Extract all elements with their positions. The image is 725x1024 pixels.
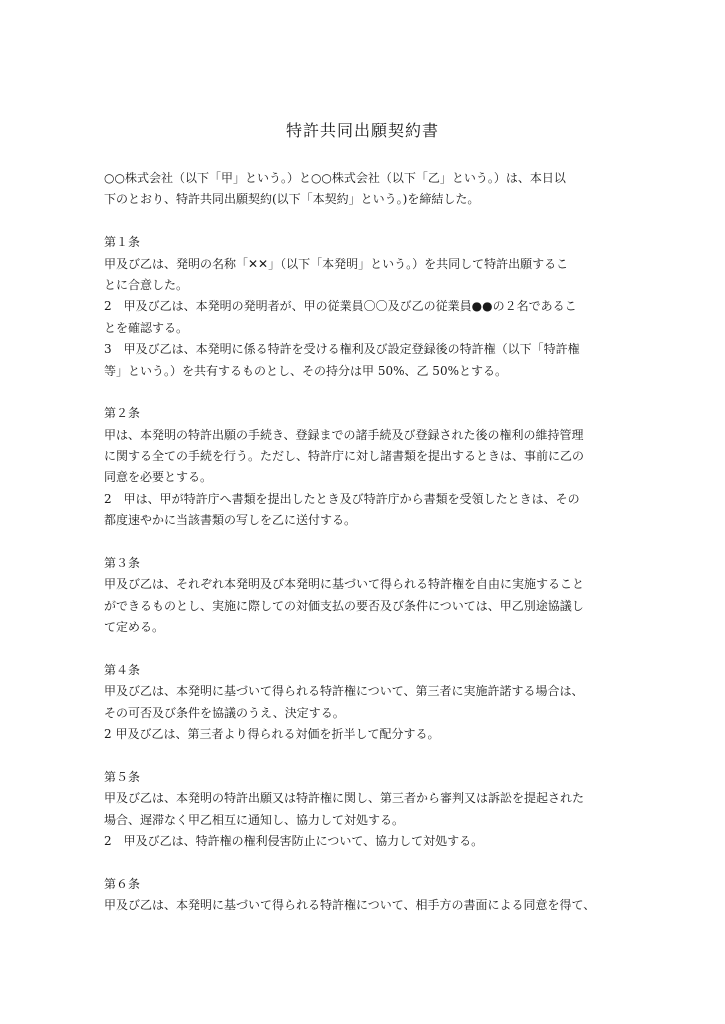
article-1-line: とに合意した。	[104, 277, 189, 292]
article-2-heading: 第２条	[104, 406, 141, 421]
article-5-line: 甲及び乙は、本発明の特許出願又は特許権に関し、第三者から審判又は訴訟を提起された	[104, 791, 585, 806]
article-2-line: 同意を必要とする。	[104, 470, 213, 485]
paragraph-gap	[104, 382, 634, 403]
article-4-heading: 第４条	[104, 662, 141, 677]
article-4-line: その可否及び条件を協議のうえ、決定する。	[104, 705, 345, 720]
article-2-line: 2 甲は、甲が特許庁へ書類を提出したとき及び特許庁から書類を受領したときは、その	[104, 491, 580, 506]
article-1-line: 3 甲及び乙は、本発明に係る特許を受ける権利及び設定登録後の特許権（以下「特許権	[104, 342, 580, 357]
paragraph-gap	[104, 639, 634, 660]
preamble-line: 下のとおり、特許共同出願契約(以下「本契約」という。)を締結した。	[104, 192, 480, 207]
article-1-line: とを確認する。	[104, 320, 189, 335]
article-5-heading: 第５条	[104, 769, 141, 784]
article-5-line: 2 甲及び乙は、特許権の権利侵害防止について、協力して対処する。	[104, 834, 484, 849]
document-title: 特許共同出願契約書	[285, 121, 439, 140]
article-4-line: 2 甲及び乙は、第三者より得られる対価を折半して配分する。	[104, 727, 440, 742]
article-1-line: 甲及び乙は、発明の名称「✕✕」（以下「本発明」という。）を共同して特許出願するこ	[104, 256, 569, 271]
article-3-line: ができるものとし、実施に際しての対価支払の要否及び条件については、甲乙別途協議し	[104, 598, 584, 613]
article-6-line: 甲及び乙は、本発明に基づいて得られる特許権について、相手方の書面による同意を得て、	[104, 898, 596, 913]
article-4-line: 甲及び乙は、本発明に基づいて得られる特許権について、第三者に実施許諾する場合は、	[104, 684, 584, 699]
article-3-line: 甲及び乙は、それぞれ本発明及び本発明に基づいて得られる特許権を自由に実施すること	[104, 577, 585, 592]
paragraph-gap	[104, 532, 634, 553]
paragraph-gap	[104, 746, 634, 767]
paragraph-gap	[104, 853, 634, 874]
article-5-line: 場合、遅滞なく甲乙相互に通知し、協力して対処する。	[104, 812, 405, 827]
article-2-line: 都度速やかに当該書類の写しを乙に送付する。	[104, 513, 357, 528]
document-body	[104, 168, 634, 917]
paragraph-gap	[104, 211, 634, 232]
article-3-heading: 第３条	[104, 556, 141, 571]
article-1-line: 等」という。）を共有するものとし、その持分は甲 50%、乙 50%とする。	[104, 363, 507, 378]
preamble-line: ○○株式会社（以下「甲」という。）と○○株式会社（以下「乙」という。）は、本日以	[104, 171, 566, 185]
article-3-line: て定める。	[104, 620, 165, 635]
article-1-line: 2 甲及び乙は、本発明の発明者が、甲の従業員〇〇及び乙の従業員●●の２名であるこ	[104, 299, 577, 314]
article-6-heading: 第６条	[104, 876, 141, 891]
article-2-line: 甲は、本発明の特許出願の手続き、登録までの諸手続及び登録された後の権利の維持管理	[104, 427, 584, 442]
article-1-heading: 第１条	[104, 235, 141, 250]
article-2-line: に関する全ての手続を行う。ただし、特許庁に対し諸書類を提出するときは、事前に乙の	[104, 449, 585, 464]
